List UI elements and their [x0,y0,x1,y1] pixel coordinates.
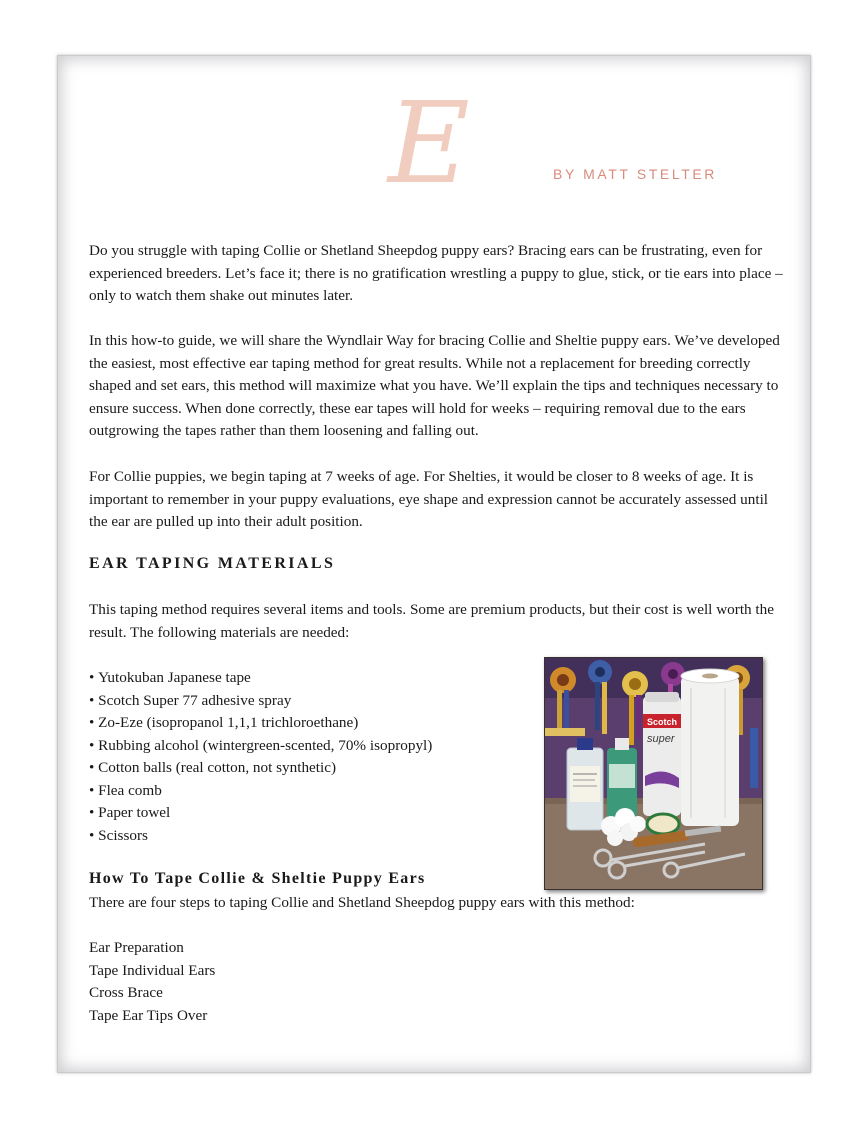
ointment-tin [647,814,679,834]
alcohol-bottle [567,738,603,830]
materials-heading: EAR TAPING MATERIALS [89,555,336,572]
paper-towel-roll [681,669,739,826]
materials-photo [544,657,763,890]
how-to-intro: There are four steps to taping Collie and Shetland Sheepdog puppy ears with this method: [89,894,635,911]
spray-name-label: super [647,733,675,745]
list-item: Tape Ear Tips Over [89,1006,208,1024]
how-to-heading: How To Tape Collie & Sheltie Puppy Ears [89,870,426,887]
green-bottle [607,738,637,820]
list-item: • Paper towel [89,802,529,825]
materials-intro: This taping method requires several items and tools. Some are premium products, but their cost is well worth the result. The following materials are needed: [89,601,774,641]
author-byline: BY MATT STELTER [553,166,717,182]
spray-brand-label: Scotch [647,717,678,727]
list-item: Ear Preparation [89,939,184,956]
list-item: • Flea comb [89,780,529,803]
list-item: • Scotch Super 77 adhesive spray [89,690,529,713]
intro-paragraph-3: For Collie puppies, we begin taping at 7 weeks of age. For Shelties, it would be closer to 8 weeks of age. It is important to remember in your puppy evaluations, eye shape and expression cannot be accurately assessed until the ear are pulled up into their adult position. [89,468,769,531]
list-item: Cross Brace [89,984,163,1002]
list-item: • Zo-Eze (isopropanol 1,1,1 trichloroethane) [89,712,529,735]
list-item: Tape Individual Ears [89,961,216,979]
list-item: • Scissors [89,825,529,848]
list-item: • Rubbing alcohol (wintergreen-scented, 70% isopropyl) [89,735,529,758]
list-item: • Yutokuban Japanese tape [89,667,529,690]
drop-cap-letter: E [388,79,470,209]
spray-can [643,692,681,816]
intro-paragraph-1: Do you struggle with taping Collie or Shetland Sheepdog puppy ears? Bracing ears can be frustrating, even for experienced breeders. Let’s face it; there is no gratification wrestling a puppy to glue, stick, or tie ears into place – only to watch them shake out minutes later. [89,242,783,305]
steps-list [89,937,489,1027]
list-item: • Cotton balls (real cotton, not synthetic) [89,757,529,780]
intro-paragraph-2: In this how-to guide, we will share the Wyndlair Way for bracing Collie and Sheltie puppy ears. We’ve developed the easiest, most effective ear taping method for great results. While not a replacement for breeding correctly shaped and set ears, this method will maximize what you have. We’ll explain the tips and techniques necessary to ensure success. When done correctly, these ear tapes will hold for weeks – requiring removal due to the ears outgrowing the tapes rather than them loosening and falling out. [89,332,780,440]
materials-list [89,667,529,847]
